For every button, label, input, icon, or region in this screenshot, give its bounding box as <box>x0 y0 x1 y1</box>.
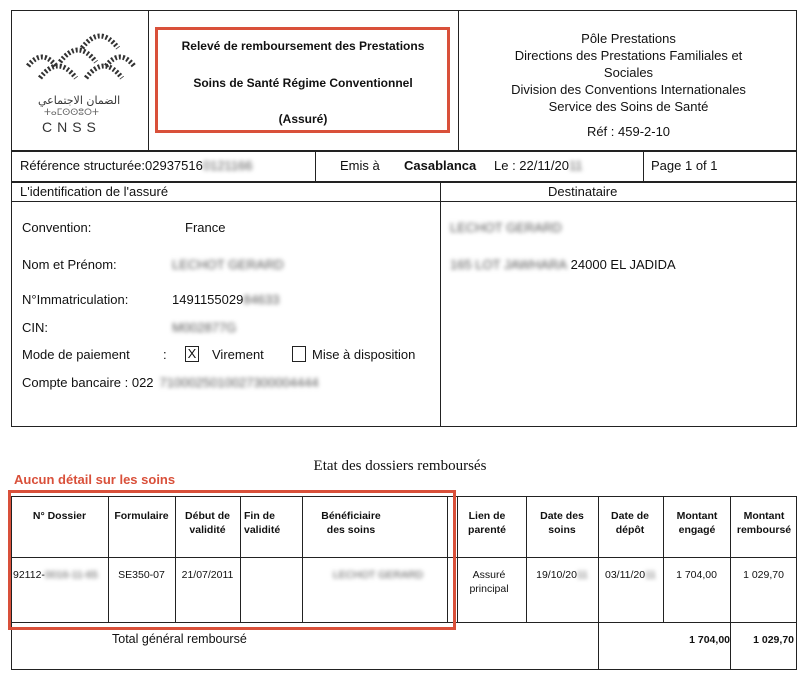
convention-value: France <box>185 220 226 235</box>
name-value-hidden: LECHOT GERARD <box>172 257 284 272</box>
document-title-line2: Soins de Santé Régime Conventionnel <box>193 76 413 90</box>
name-label: Nom et Prénom: <box>22 257 117 272</box>
header-dossier: N° Dossier <box>32 510 87 522</box>
meta-emis-value: Casablanca <box>404 158 477 173</box>
account-hidden: 7100025010027300004444 <box>159 375 319 390</box>
row-rembourse: 1 029,70 <box>743 569 784 581</box>
mise-a-disposition-label: Mise à disposition <box>312 347 416 362</box>
row-date-soins-hidden: 11 <box>576 569 588 581</box>
header-engage: Montant engagé <box>676 510 718 536</box>
header-fin: Fin de validité <box>244 510 281 536</box>
payment-colon: : <box>163 347 167 362</box>
meta-date-label: Le : 22/11/20 <box>494 158 569 173</box>
logo-arabic: الضمان الاجتماعي <box>38 94 121 107</box>
meta-emis-label: Emis à <box>340 158 380 173</box>
table-highlight-box <box>8 490 456 630</box>
row-date-depot-visible: 03/11/20 <box>605 569 646 581</box>
row-date-soins <box>526 568 598 582</box>
col-divider-8 <box>598 496 599 670</box>
total-label: Total général remboursé <box>112 632 247 646</box>
title-highlight-box <box>155 27 450 133</box>
row-date-depot <box>598 568 663 582</box>
identification-divider <box>440 182 441 427</box>
header-lien: Lien de parenté <box>468 510 506 536</box>
immat-value <box>172 292 280 307</box>
header-date-soins: Date des soins <box>540 510 584 536</box>
issuer-block <box>462 30 795 140</box>
virement-label: Virement <box>212 347 264 362</box>
recipient-section-title: Destinataire <box>548 184 618 199</box>
row-dossier-visible: 92112- <box>13 569 45 581</box>
account-label: Compte bancaire : 022 <box>22 375 154 390</box>
table-section-title: Etat des dossiers remboursés <box>313 458 487 474</box>
header-beneficiaire: Bénéficiaire des soins <box>321 510 381 536</box>
recipient-address-visible: 24000 EL JADIDA <box>570 257 676 272</box>
row-lien: Assuré principal <box>469 569 509 595</box>
row-date-depot-hidden: 11 <box>645 569 656 581</box>
meta-ref-value: 02937516 <box>145 158 203 173</box>
issuer-line-2: Directions des Prestations Familiales et <box>514 48 743 63</box>
header-divider-2 <box>458 10 459 151</box>
cnss-logo-mark-icon <box>20 18 140 96</box>
header-divider-1 <box>148 10 149 151</box>
mise-a-disposition-checkbox[interactable] <box>292 346 306 362</box>
identification-header-line <box>11 201 797 202</box>
meta-date-hidden: 11 <box>568 158 583 173</box>
meta-divider-2 <box>643 151 644 182</box>
cin-value-hidden: M002877G <box>172 320 237 335</box>
cnss-logo <box>20 18 140 138</box>
account <box>22 375 319 390</box>
recipient-address <box>450 257 676 272</box>
total-rembourse: 1 029,70 <box>753 634 794 646</box>
header-rembourse: Montant remboursé <box>736 510 792 536</box>
document-title-line3: (Assuré) <box>278 112 328 126</box>
logo-name: CNSS <box>42 119 101 135</box>
total-engage: 1 704,00 <box>689 634 730 646</box>
payment-label: Mode de paiement <box>22 347 130 362</box>
row-formulaire: SE350-07 <box>118 569 165 581</box>
header-debut: Début de validité <box>185 510 230 536</box>
insured-section-title: L'identification de l'assuré <box>20 184 169 199</box>
identification-frame <box>11 182 797 427</box>
recipient-name-hidden: LECHOT GERARD <box>450 220 562 235</box>
annotation-label: Aucun détail sur les soins <box>14 472 176 487</box>
logo-tifinagh: ⵜⴰⵎⵙⵙⵓⵔⵜ <box>44 108 99 118</box>
header-formulaire: Formulaire <box>114 510 169 522</box>
convention-label: Convention: <box>22 220 92 235</box>
meta-ref-hidden: 0121166 <box>202 158 253 173</box>
col-divider-7 <box>526 496 527 622</box>
col-divider-9 <box>663 496 664 622</box>
cin-label: CIN: <box>22 320 48 335</box>
issuer-ref: Réf : 459-2-10 <box>586 124 671 139</box>
meta-ref <box>20 158 253 173</box>
issuer-line-4: Division des Conventions Internationales <box>511 82 746 97</box>
row-date-soins-visible: 19/10/20 <box>536 569 577 581</box>
row-dossier-hidden: 0016-11-65 <box>44 569 98 581</box>
document-title-line1: Relevé de remboursement des Prestations <box>181 39 425 53</box>
row-beneficiaire-hidden: LECHOT GERARD <box>332 569 424 581</box>
meta-date <box>494 158 582 173</box>
meta-ref-label: Référence structurée: <box>20 158 146 173</box>
header-date-depot: Date de dépôt <box>611 510 649 536</box>
immat-value-visible: 1491155029 <box>172 292 244 307</box>
row-debut: 21/07/2011 <box>181 569 234 581</box>
immat-label: N°Immatriculation: <box>22 292 129 307</box>
issuer-line-1: Pôle Prestations <box>581 31 676 46</box>
immat-value-hidden: 84633 <box>243 292 280 307</box>
issuer-line-5: Service des Soins de Santé <box>548 99 709 114</box>
issuer-line-3: Sociales <box>603 65 654 80</box>
row-engage: 1 704,00 <box>676 569 717 581</box>
meta-page: Page 1 of 1 <box>651 158 718 173</box>
virement-checkbox[interactable]: X <box>185 346 199 362</box>
col-divider-6 <box>457 496 458 622</box>
recipient-address-hidden: 165 LOT JAWHARA <box>450 257 568 272</box>
meta-divider-1 <box>315 151 316 182</box>
